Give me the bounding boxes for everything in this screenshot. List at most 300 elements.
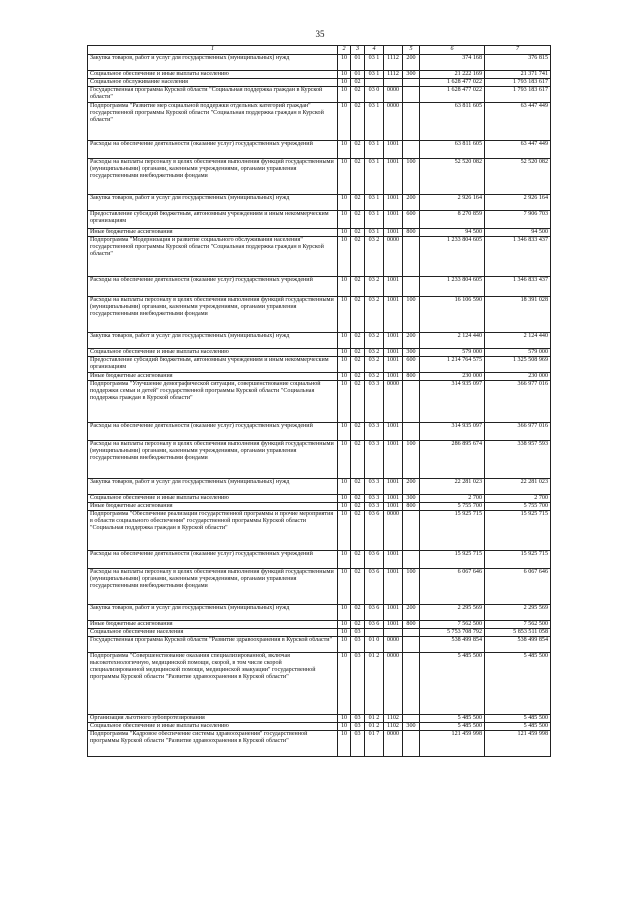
table-row xyxy=(88,621,551,629)
expense-type-code xyxy=(403,511,420,551)
amount-year-1: 94 500 xyxy=(420,229,485,237)
table-row xyxy=(88,605,551,621)
amount-year-2: 5 485 500 xyxy=(485,723,551,731)
program-code: 03 6 xyxy=(365,511,384,551)
amount-year-2: 1 346 833 437 xyxy=(485,277,551,297)
section-code: 10 xyxy=(338,723,351,731)
amount-year-1: 2 700 xyxy=(420,495,485,503)
amount-year-2: 2 926 164 xyxy=(485,195,551,211)
amount-year-1: 2 295 569 xyxy=(420,605,485,621)
program-code: 01 0 xyxy=(365,637,384,653)
table-row xyxy=(88,731,551,757)
expense-type-code: 600 xyxy=(403,211,420,229)
table-row xyxy=(88,715,551,723)
direction-code: 0000 xyxy=(384,237,403,277)
table-row xyxy=(88,381,551,423)
subsection-code: 02 xyxy=(351,87,365,103)
amount-year-2: 579 000 xyxy=(485,349,551,357)
table-row xyxy=(88,569,551,605)
expense-item-name: Социальное обеспечение и иные выплаты населению xyxy=(88,495,338,503)
amount-year-1: 1 214 764 575 xyxy=(420,357,485,373)
subsection-code: 02 xyxy=(351,229,365,237)
expense-item-name: Предоставление субсидий бюджетным, автономным учреждениям и иным некоммерческим организациям xyxy=(88,211,338,229)
direction-code: 1001 xyxy=(384,423,403,441)
section-code: 10 xyxy=(338,423,351,441)
direction-code: 1001 xyxy=(384,333,403,349)
direction-code: 1112 xyxy=(384,71,403,79)
subsection-code: 02 xyxy=(351,357,365,373)
expense-item-name: Подпрограмма "Совершенствование оказания специализированной, включая высокотехнологичную, медицинской помощи, скорой, в том числе скорой специализированной медицинской помощи, медицинской эвакуации" государственной программы Курской области "Развитие здравоохранения в Курской области" xyxy=(88,653,338,715)
section-code: 10 xyxy=(338,211,351,229)
subsection-code: 02 xyxy=(351,349,365,357)
expense-item-name: Закупка товаров, работ и услуг для государственных (муниципальных) нужд xyxy=(88,195,338,211)
program-code xyxy=(365,629,384,637)
expense-item-name: Расходы на обеспечение деятельности (оказание услуг) государственных учреждений xyxy=(88,277,338,297)
amount-year-2: 1 793 183 617 xyxy=(485,79,551,87)
expense-type-code: 800 xyxy=(403,503,420,511)
expense-item-name: Закупка товаров, работ и услуг для государственных (муниципальных) нужд xyxy=(88,605,338,621)
table-row xyxy=(88,87,551,103)
section-code: 10 xyxy=(338,653,351,715)
amount-year-1: 15 925 715 xyxy=(420,511,485,551)
expense-item-name: Подпрограмма "Модернизация и развитие социального обслуживания населения" государственной программы Курской области "Социальная поддержка граждан в Курской области" xyxy=(88,237,338,277)
subsection-code: 03 xyxy=(351,637,365,653)
amount-year-2: 22 281 023 xyxy=(485,479,551,495)
direction-code: 0000 xyxy=(384,653,403,715)
expense-item-name: Иные бюджетные ассигнования xyxy=(88,229,338,237)
expense-type-code xyxy=(403,551,420,569)
expense-item-name: Социальное обеспечение и иные выплаты населению xyxy=(88,71,338,79)
section-code: 10 xyxy=(338,333,351,349)
amount-year-1: 63 811 605 xyxy=(420,141,485,159)
expense-type-code xyxy=(403,731,420,757)
amount-year-2: 1 346 833 437 xyxy=(485,237,551,277)
table-row xyxy=(88,103,551,141)
direction-code: 0000 xyxy=(384,381,403,423)
column-header: 3 xyxy=(351,46,365,55)
expense-type-code: 100 xyxy=(403,159,420,195)
amount-year-1: 15 925 715 xyxy=(420,551,485,569)
subsection-code: 02 xyxy=(351,511,365,551)
column-header: 5 xyxy=(403,46,420,55)
section-code: 10 xyxy=(338,715,351,723)
direction-code: 1001 xyxy=(384,277,403,297)
expense-type-code xyxy=(403,237,420,277)
expense-type-code: 200 xyxy=(403,195,420,211)
subsection-code: 02 xyxy=(351,479,365,495)
amount-year-2: 538 499 854 xyxy=(485,637,551,653)
subsection-code: 02 xyxy=(351,423,365,441)
section-code: 10 xyxy=(338,87,351,103)
expense-type-code: 200 xyxy=(403,333,420,349)
direction-code: 1001 xyxy=(384,229,403,237)
amount-year-1: 5 753 708 792 xyxy=(420,629,485,637)
expense-item-name: Расходы на обеспечение деятельности (оказание услуг) государственных учреждений xyxy=(88,141,338,159)
subsection-code: 02 xyxy=(351,237,365,277)
amount-year-2: 5 755 700 xyxy=(485,503,551,511)
subsection-code: 02 xyxy=(351,495,365,503)
section-code: 10 xyxy=(338,605,351,621)
column-header: 1 xyxy=(88,46,338,55)
expense-item-name: Социальное обслуживание населения xyxy=(88,79,338,87)
expense-item-name: Расходы на выплаты персоналу в целях обеспечения выполнения функций государственными (муниципальными) органами, казенными учреждениями, органами управления государственными внебюджетными фондами xyxy=(88,441,338,479)
amount-year-1: 121 459 998 xyxy=(420,731,485,757)
program-code: 03 2 xyxy=(365,373,384,381)
table-row xyxy=(88,373,551,381)
program-code: 01 2 xyxy=(365,715,384,723)
column-header: 7 xyxy=(485,46,551,55)
section-code: 10 xyxy=(338,731,351,757)
direction-code: 1001 xyxy=(384,297,403,333)
direction-code: 1001 xyxy=(384,357,403,373)
amount-year-2: 21 371 741 xyxy=(485,71,551,79)
program-code: 03 2 xyxy=(365,297,384,333)
expense-item-name: Государственная программа Курской области "Развитие здравоохранения в Курской области" xyxy=(88,637,338,653)
section-code: 10 xyxy=(338,495,351,503)
subsection-code: 03 xyxy=(351,653,365,715)
expense-item-name: Расходы на выплаты персоналу в целях обеспечения выполнения функций государственными (муниципальными) органами, казенными учреждениями, органами управления государственными внебюджетными фондами xyxy=(88,569,338,605)
expense-type-code xyxy=(403,87,420,103)
amount-year-2: 5 853 511 058 xyxy=(485,629,551,637)
table-body xyxy=(88,55,551,757)
amount-year-2: 63 447 449 xyxy=(485,103,551,141)
section-code: 10 xyxy=(338,629,351,637)
section-code: 10 xyxy=(338,373,351,381)
amount-year-2: 338 957 593 xyxy=(485,441,551,479)
direction-code: 1001 xyxy=(384,479,403,495)
section-code: 10 xyxy=(338,551,351,569)
direction-code: 1001 xyxy=(384,503,403,511)
direction-code: 1102 xyxy=(384,715,403,723)
direction-code: 1001 xyxy=(384,551,403,569)
amount-year-2: 230 000 xyxy=(485,373,551,381)
amount-year-2: 5 485 500 xyxy=(485,653,551,715)
amount-year-1: 1 628 477 022 xyxy=(420,87,485,103)
amount-year-1: 2 124 440 xyxy=(420,333,485,349)
section-code: 10 xyxy=(338,349,351,357)
subsection-code: 02 xyxy=(351,569,365,605)
amount-year-1: 63 811 605 xyxy=(420,103,485,141)
subsection-code: 01 xyxy=(351,71,365,79)
table-row xyxy=(88,333,551,349)
direction-code: 1102 xyxy=(384,723,403,731)
table-row xyxy=(88,159,551,195)
expense-item-name: Расходы на обеспечение деятельности (оказание услуг) государственных учреждений xyxy=(88,551,338,569)
table-row xyxy=(88,637,551,653)
amount-year-2: 15 925 715 xyxy=(485,551,551,569)
expense-type-code xyxy=(403,423,420,441)
program-code: 03 3 xyxy=(365,503,384,511)
expense-type-code: 100 xyxy=(403,569,420,605)
table-row xyxy=(88,511,551,551)
amount-year-1: 7 562 500 xyxy=(420,621,485,629)
program-code: 03 6 xyxy=(365,605,384,621)
expense-item-name: Подпрограмма "Обеспечение реализации государственной программы и прочие мероприятия в области социального обеспечения" государственной программы Курской области "Социальная поддержка граждан в Курской области" xyxy=(88,511,338,551)
table-header-row xyxy=(88,46,551,55)
expense-item-name: Расходы на выплаты персоналу в целях обеспечения выполнения функций государственными (муниципальными) органами, казенными учреждениями, органами управления государственными внебюджетными фондами xyxy=(88,159,338,195)
expense-type-code: 600 xyxy=(403,357,420,373)
direction-code: 0000 xyxy=(384,731,403,757)
subsection-code: 03 xyxy=(351,723,365,731)
subsection-code: 02 xyxy=(351,141,365,159)
subsection-code: 02 xyxy=(351,381,365,423)
direction-code: 1112 xyxy=(384,55,403,71)
table-row xyxy=(88,237,551,277)
table-row xyxy=(88,357,551,373)
program-code: 01 7 xyxy=(365,731,384,757)
section-code: 10 xyxy=(338,229,351,237)
subsection-code: 01 xyxy=(351,55,365,71)
table-row xyxy=(88,71,551,79)
subsection-code: 02 xyxy=(351,333,365,349)
amount-year-1: 5 485 500 xyxy=(420,723,485,731)
direction-code: 1001 xyxy=(384,621,403,629)
section-code: 10 xyxy=(338,357,351,373)
direction-code: 1001 xyxy=(384,159,403,195)
direction-code: 0000 xyxy=(384,103,403,141)
amount-year-1: 16 106 590 xyxy=(420,297,485,333)
direction-code: 0000 xyxy=(384,637,403,653)
section-code: 10 xyxy=(338,621,351,629)
amount-year-1: 579 000 xyxy=(420,349,485,357)
direction-code: 1001 xyxy=(384,373,403,381)
direction-code xyxy=(384,629,403,637)
expense-item-name: Закупка товаров, работ и услуг для государственных (муниципальных) нужд xyxy=(88,333,338,349)
section-code: 10 xyxy=(338,441,351,479)
expense-type-code xyxy=(403,637,420,653)
program-code: 03 1 xyxy=(365,159,384,195)
expense-type-code: 300 xyxy=(403,723,420,731)
expense-type-code xyxy=(403,277,420,297)
expense-item-name: Иные бюджетные ассигнования xyxy=(88,373,338,381)
subsection-code: 02 xyxy=(351,195,365,211)
table-row xyxy=(88,79,551,87)
amount-year-2: 52 520 082 xyxy=(485,159,551,195)
program-code: 03 2 xyxy=(365,237,384,277)
amount-year-1: 314 935 097 xyxy=(420,381,485,423)
expense-type-code: 200 xyxy=(403,55,420,71)
amount-year-2: 7 562 500 xyxy=(485,621,551,629)
amount-year-1: 8 270 859 xyxy=(420,211,485,229)
expense-item-name: Государственная программа Курской области "Социальная поддержка граждан в Курской области" xyxy=(88,87,338,103)
amount-year-2: 366 977 016 xyxy=(485,381,551,423)
expense-type-code xyxy=(403,715,420,723)
table-row xyxy=(88,349,551,357)
amount-year-2: 15 925 715 xyxy=(485,511,551,551)
section-code: 10 xyxy=(338,569,351,605)
amount-year-1: 6 067 646 xyxy=(420,569,485,605)
expense-type-code: 100 xyxy=(403,297,420,333)
expense-type-code xyxy=(403,381,420,423)
section-code: 10 xyxy=(338,511,351,551)
expense-item-name: Закупка товаров, работ и услуг для государственных (муниципальных) нужд xyxy=(88,479,338,495)
direction-code xyxy=(384,79,403,87)
subsection-code: 03 xyxy=(351,731,365,757)
amount-year-1: 374 168 xyxy=(420,55,485,71)
program-code: 03 1 xyxy=(365,103,384,141)
amount-year-2: 2 700 xyxy=(485,495,551,503)
amount-year-2: 1 793 183 617 xyxy=(485,87,551,103)
amount-year-1: 2 926 164 xyxy=(420,195,485,211)
subsection-code: 02 xyxy=(351,503,365,511)
amount-year-1: 1 233 804 605 xyxy=(420,237,485,277)
amount-year-2: 1 325 508 969 xyxy=(485,357,551,373)
table-row xyxy=(88,277,551,297)
subsection-code: 02 xyxy=(351,551,365,569)
amount-year-2: 63 447 449 xyxy=(485,141,551,159)
program-code: 01 2 xyxy=(365,723,384,731)
subsection-code: 02 xyxy=(351,605,365,621)
amount-year-2: 6 067 646 xyxy=(485,569,551,605)
section-code: 10 xyxy=(338,277,351,297)
table-row xyxy=(88,441,551,479)
subsection-code: 02 xyxy=(351,277,365,297)
section-code: 10 xyxy=(338,637,351,653)
direction-code: 1001 xyxy=(384,569,403,605)
expense-item-name: Подпрограмма "Улучшение демографической ситуации, совершенствование социальной поддержки семьи и детей" государственной программы Курской области "Социальная поддержка граждан в Курской области" xyxy=(88,381,338,423)
subsection-code: 02 xyxy=(351,373,365,381)
page-number: 35 xyxy=(315,29,325,39)
amount-year-2: 5 485 500 xyxy=(485,715,551,723)
amount-year-2: 7 906 703 xyxy=(485,211,551,229)
program-code: 03 3 xyxy=(365,423,384,441)
column-header: 6 xyxy=(420,46,485,55)
amount-year-2: 94 500 xyxy=(485,229,551,237)
program-code: 03 2 xyxy=(365,349,384,357)
amount-year-1: 5 485 500 xyxy=(420,653,485,715)
amount-year-2: 18 391 028 xyxy=(485,297,551,333)
section-code: 10 xyxy=(338,381,351,423)
direction-code: 1001 xyxy=(384,349,403,357)
direction-code: 1001 xyxy=(384,141,403,159)
program-code xyxy=(365,79,384,87)
amount-year-1: 230 000 xyxy=(420,373,485,381)
subsection-code: 02 xyxy=(351,621,365,629)
expense-type-code: 300 xyxy=(403,349,420,357)
table-row xyxy=(88,141,551,159)
column-header xyxy=(384,46,403,55)
program-code: 03 1 xyxy=(365,195,384,211)
program-code: 03 2 xyxy=(365,333,384,349)
program-code: 03 3 xyxy=(365,441,384,479)
expense-type-code xyxy=(403,141,420,159)
program-code: 03 2 xyxy=(365,357,384,373)
table-row xyxy=(88,55,551,71)
program-code: 03 1 xyxy=(365,141,384,159)
expense-item-name: Подпрограмма "Кадровое обеспечение системы здравоохранения" государственной программы Курской области "Развитие здравоохранения в Курской области" xyxy=(88,731,338,757)
table-row xyxy=(88,723,551,731)
subsection-code: 02 xyxy=(351,103,365,141)
table-row xyxy=(88,653,551,715)
expense-type-code: 800 xyxy=(403,229,420,237)
program-code: 03 0 xyxy=(365,87,384,103)
expense-item-name: Организация льготного зубопротезирования xyxy=(88,715,338,723)
expense-type-code: 100 xyxy=(403,441,420,479)
subsection-code: 02 xyxy=(351,441,365,479)
table-row xyxy=(88,551,551,569)
amount-year-1: 1 628 477 022 xyxy=(420,79,485,87)
section-code: 10 xyxy=(338,159,351,195)
program-code: 03 3 xyxy=(365,495,384,503)
table-row xyxy=(88,503,551,511)
table-row xyxy=(88,629,551,637)
expense-item-name: Иные бюджетные ассигнования xyxy=(88,503,338,511)
expense-type-code xyxy=(403,653,420,715)
budget-table xyxy=(87,45,551,757)
amount-year-2: 121 459 998 xyxy=(485,731,551,757)
section-code: 10 xyxy=(338,479,351,495)
table-row xyxy=(88,297,551,333)
table-row xyxy=(88,211,551,229)
subsection-code: 02 xyxy=(351,79,365,87)
amount-year-1: 538 499 854 xyxy=(420,637,485,653)
table-row xyxy=(88,479,551,495)
direction-code: 0000 xyxy=(384,87,403,103)
expense-type-code: 800 xyxy=(403,621,420,629)
amount-year-2: 2 124 440 xyxy=(485,333,551,349)
expense-item-name: Закупка товаров, работ и услуг для государственных (муниципальных) нужд xyxy=(88,55,338,71)
program-code: 03 6 xyxy=(365,551,384,569)
amount-year-1: 21 222 169 xyxy=(420,71,485,79)
program-code: 03 2 xyxy=(365,277,384,297)
direction-code: 0000 xyxy=(384,511,403,551)
amount-year-1: 5 485 500 xyxy=(420,715,485,723)
program-code: 03 3 xyxy=(365,381,384,423)
subsection-code: 02 xyxy=(351,211,365,229)
section-code: 10 xyxy=(338,71,351,79)
amount-year-1: 314 935 097 xyxy=(420,423,485,441)
expense-type-code: 200 xyxy=(403,605,420,621)
expense-type-code: 300 xyxy=(403,71,420,79)
amount-year-1: 1 233 804 605 xyxy=(420,277,485,297)
section-code: 10 xyxy=(338,79,351,87)
direction-code: 1001 xyxy=(384,211,403,229)
expense-item-name: Социальное обеспечение населения xyxy=(88,629,338,637)
expense-item-name: Расходы на выплаты персоналу в целях обеспечения выполнения функций государственными (муниципальными) органами, казенными учреждениями, органами управления государственными внебюджетными фондами xyxy=(88,297,338,333)
expense-item-name: Подпрограмма "Развитие мер социальной поддержки отдельных категорий граждан" государственной программы Курской области "Социальная поддержка граждан в Курской области" xyxy=(88,103,338,141)
direction-code: 1001 xyxy=(384,441,403,479)
amount-year-1: 52 520 082 xyxy=(420,159,485,195)
expense-item-name: Иные бюджетные ассигнования xyxy=(88,621,338,629)
expense-type-code: 300 xyxy=(403,495,420,503)
subsection-code: 02 xyxy=(351,297,365,333)
column-header: 4 xyxy=(365,46,384,55)
direction-code: 1001 xyxy=(384,495,403,503)
expense-type-code xyxy=(403,629,420,637)
table-row xyxy=(88,195,551,211)
expense-type-code: 800 xyxy=(403,373,420,381)
amount-year-1: 22 281 023 xyxy=(420,479,485,495)
program-code: 03 1 xyxy=(365,229,384,237)
section-code: 10 xyxy=(338,195,351,211)
expense-item-name: Расходы на обеспечение деятельности (оказание услуг) государственных учреждений xyxy=(88,423,338,441)
amount-year-1: 5 755 700 xyxy=(420,503,485,511)
program-code: 03 1 xyxy=(365,71,384,79)
section-code: 10 xyxy=(338,141,351,159)
subsection-code: 03 xyxy=(351,715,365,723)
expense-item-name: Социальное обеспечение и иные выплаты населению xyxy=(88,723,338,731)
expense-type-code: 200 xyxy=(403,479,420,495)
section-code: 10 xyxy=(338,503,351,511)
subsection-code: 02 xyxy=(351,159,365,195)
column-header: 2 xyxy=(338,46,351,55)
program-code: 03 6 xyxy=(365,621,384,629)
expense-item-name: Предоставление субсидий бюджетным, автономным учреждениям и иным некоммерческим организациям xyxy=(88,357,338,373)
subsection-code: 03 xyxy=(351,629,365,637)
expense-item-name: Социальное обеспечение и иные выплаты населению xyxy=(88,349,338,357)
table-row xyxy=(88,423,551,441)
amount-year-2: 366 977 016 xyxy=(485,423,551,441)
